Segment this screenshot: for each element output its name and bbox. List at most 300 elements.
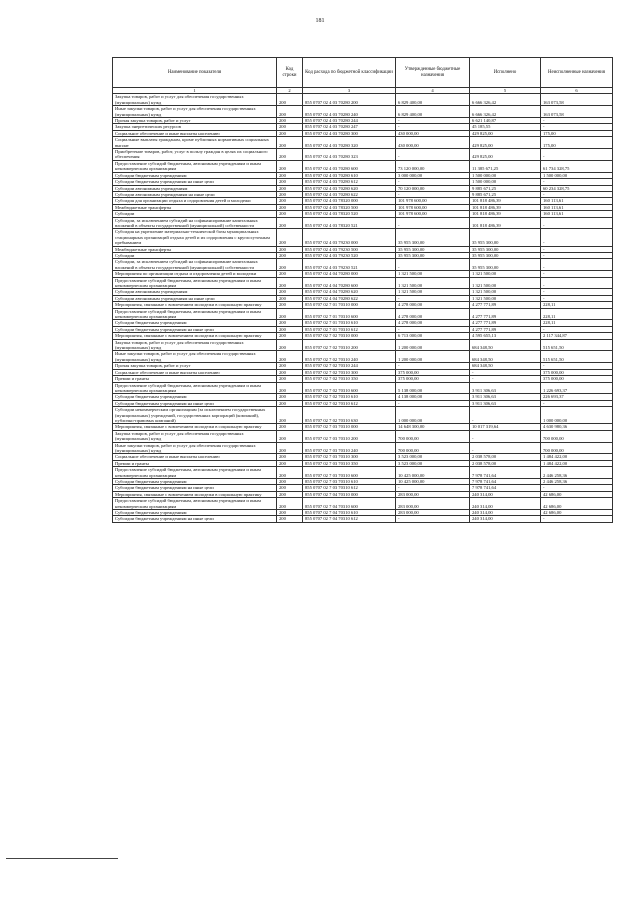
unexecuted-amount-cell: -: [541, 229, 613, 246]
line-code-cell: 200: [277, 191, 303, 197]
line-code-cell: 200: [277, 277, 303, 289]
approved-amount-cell: -: [396, 217, 470, 229]
approved-amount-cell: 101 978 600,00: [396, 198, 470, 204]
indicator-name-cell: Субсидии бюджетным учреждениям: [113, 510, 277, 516]
line-code-cell: 200: [277, 246, 303, 252]
line-code-cell: 200: [277, 252, 303, 258]
executed-amount-cell: 684 348,50: [470, 351, 541, 363]
approved-amount-cell: -: [396, 485, 470, 491]
indicator-name-cell: Прочая закупка товаров, работ и услуг: [113, 363, 277, 369]
approved-amount-cell: 4 278 000,00: [396, 302, 470, 308]
line-code-cell: 200: [277, 130, 303, 136]
budget-code-cell: 855 0707 02 7 03 70310 600: [303, 467, 396, 479]
budget-code-cell: 855 0707 02 4 04 70280 600: [303, 277, 396, 289]
budget-code-cell: 855 0707 02 4 03 78320 520: [303, 211, 396, 217]
unexecuted-amount-cell: -: [541, 246, 613, 252]
line-code-cell: 200: [277, 510, 303, 516]
line-code-cell: 200: [277, 198, 303, 204]
budget-code-cell: 855 0707 02 7 03 70310 000: [303, 424, 396, 430]
header-line-code: Код строки: [277, 58, 303, 88]
line-code-cell: 200: [277, 271, 303, 277]
budget-code-cell: 855 0707 02 7 03 70310 240: [303, 442, 396, 454]
executed-amount-cell: 101 818 486,39: [470, 217, 541, 229]
executed-amount-cell: 35 955 300,00: [470, 229, 541, 246]
line-code-cell: 200: [277, 407, 303, 424]
executed-amount-cell: 6 666 326,42: [470, 106, 541, 118]
unexecuted-amount-cell: -: [541, 259, 613, 271]
unexecuted-amount-cell: 228,11: [541, 302, 613, 308]
indicator-name-cell: Иные закупки товаров, работ и услуг для обеспечения государственных (муниципальных) нужд: [113, 106, 277, 118]
approved-amount-cell: 283 000,00: [396, 491, 470, 497]
executed-amount-cell: 1 321 500,00: [470, 271, 541, 277]
budget-code-cell: 855 0707 02 4 03 70280 620: [303, 185, 396, 191]
budget-code-cell: 855 0707 02 7 02 70310 612: [303, 400, 396, 406]
approved-amount-cell: 4 278 000,00: [396, 308, 470, 320]
unexecuted-amount-cell: 228,11: [541, 320, 613, 326]
unexecuted-amount-cell: -: [541, 118, 613, 124]
unexecuted-amount-cell: 228,11: [541, 308, 613, 320]
unexecuted-amount-cell: 226 693,37: [541, 394, 613, 400]
indicator-name-cell: Премии и гранты: [113, 376, 277, 382]
budget-code-cell: 855 0707 02 7 04 70310 600: [303, 498, 396, 510]
executed-amount-cell: 4 277 771,89: [470, 308, 541, 320]
indicator-name-cell: Предоставление субсидий бюджетным, автономным учреждениям и иным некоммерческим организациям: [113, 382, 277, 394]
indicator-name-cell: Субсидии: [113, 211, 277, 217]
unexecuted-amount-cell: 175,00: [541, 130, 613, 136]
indicator-name-cell: Мероприятия по организации отдыха и оздоровления детей и молодежи: [113, 271, 277, 277]
approved-amount-cell: 4 278 000,00: [396, 320, 470, 326]
indicator-name-cell: Субсидия на укрепление материально-технической базы муниципальных стационарных организаций отдыха детей и их оздоровления с круглосуточным пребыванием: [113, 229, 277, 246]
budget-code-cell: 855 0707 02 7 02 70310 200: [303, 339, 396, 351]
indicator-name-cell: Субсидии некоммерческим организациям (за исключением государственных (муниципальных) учреждений, государственных корпораций (компаний), публично-правовых компаний): [113, 407, 277, 424]
executed-amount-cell: 9 885 671,25: [470, 191, 541, 197]
executed-amount-cell: 2 038 578,00: [470, 454, 541, 460]
column-number: 5: [470, 88, 541, 94]
indicator-name-cell: Социальное обеспечение и иные выплаты населению: [113, 454, 277, 460]
indicator-name-cell: Приобретение товаров, работ, услуг в пользу граждан в целях их социального обеспечения: [113, 149, 277, 161]
approved-amount-cell: 283 000,00: [396, 498, 470, 510]
executed-amount-cell: 240 314,00: [470, 516, 541, 522]
approved-amount-cell: 101 978 600,00: [396, 211, 470, 217]
indicator-name-cell: Закупка товаров, работ и услуг для обеспечения государственных (муниципальных) нужд: [113, 94, 277, 106]
indicator-name-cell: Иные закупки товаров, работ и услуг для обеспечения государственных (муниципальных) нужд: [113, 442, 277, 454]
indicator-name-cell: Мероприятия, связанные с вовлечением молодежи в социальную практику: [113, 302, 277, 308]
executed-amount-cell: 4 277 771,89: [470, 320, 541, 326]
table-row: [113, 149, 613, 161]
approved-amount-cell: 10 425 000,00: [396, 467, 470, 479]
approved-amount-cell: -: [396, 326, 470, 332]
line-code-cell: 200: [277, 179, 303, 185]
line-code-cell: 200: [277, 308, 303, 320]
approved-amount-cell: -: [396, 400, 470, 406]
indicator-name-cell: Субсидии автономным учреждениям на иные цели: [113, 191, 277, 197]
approved-amount-cell: 700 000,00: [396, 430, 470, 442]
indicator-name-cell: Субсидии бюджетным учреждениям: [113, 172, 277, 178]
unexecuted-amount-cell: -: [541, 217, 613, 229]
line-code-cell: 200: [277, 185, 303, 191]
indicator-name-cell: Мероприятия, связанные с вовлечением молодежи в социальную практику: [113, 424, 277, 430]
unexecuted-amount-cell: 2 446 258,36: [541, 467, 613, 479]
executed-amount-cell: 35 955 300,00: [470, 246, 541, 252]
header-budget-code: Код расхода по бюджетной классификации: [303, 58, 396, 88]
approved-amount-cell: 1 321 500,00: [396, 271, 470, 277]
budget-code-cell: 855 0707 02 4 03 70280 240: [303, 106, 396, 118]
unexecuted-amount-cell: 160 113,61: [541, 198, 613, 204]
executed-amount-cell: 7 978 741,64: [470, 485, 541, 491]
table-row: [113, 339, 613, 351]
indicator-name-cell: Мероприятия, связанные с вовлечением молодежи в социальную практику: [113, 491, 277, 497]
unexecuted-amount-cell: -: [541, 485, 613, 491]
budget-code-cell: 855 0707 02 4 03 70280 300: [303, 130, 396, 136]
executed-amount-cell: 10 017 319,64: [470, 424, 541, 430]
approved-amount-cell: 1 000 000,00: [396, 407, 470, 424]
budget-code-cell: 855 0707 02 7 02 70310 350: [303, 376, 396, 382]
executed-amount-cell: 101 818 486,39: [470, 204, 541, 210]
budget-code-cell: 855 0707 02 4 04 70280 620: [303, 289, 396, 295]
line-code-cell: 200: [277, 295, 303, 301]
unexecuted-amount-cell: 700 000,00: [541, 430, 613, 442]
indicator-name-cell: Закупка товаров, работ и услуг для обеспечения государственных (муниципальных) нужд: [113, 339, 277, 351]
unexecuted-amount-cell: -: [541, 516, 613, 522]
approved-amount-cell: 35 955 300,00: [396, 229, 470, 246]
budget-execution-table: [112, 57, 613, 523]
indicator-name-cell: Предоставление субсидий бюджетным, автономным учреждениям и иным некоммерческим организациям: [113, 277, 277, 289]
budget-code-cell: 855 0707 02 4 03 79230 500: [303, 246, 396, 252]
column-number: 3: [303, 88, 396, 94]
approved-amount-cell: 375 000,00: [396, 369, 470, 375]
table-row: [113, 498, 613, 510]
unexecuted-amount-cell: 1 500 000,00: [541, 172, 613, 178]
approved-amount-cell: 1 200 000,00: [396, 339, 470, 351]
budget-code-cell: 855 0707 02 7 01 70310 610: [303, 320, 396, 326]
budget-code-cell: 855 0707 02 4 03 79230 521: [303, 259, 396, 271]
line-code-cell: 200: [277, 118, 303, 124]
budget-code-cell: 855 0707 02 7 01 70310 000: [303, 302, 396, 308]
budget-code-cell: 855 0707 02 4 03 78320 500: [303, 204, 396, 210]
approved-amount-cell: 430 000,00: [396, 137, 470, 149]
budget-code-cell: 855 0707 02 4 03 70280 244: [303, 118, 396, 124]
budget-code-cell: 855 0707 02 7 02 70310 300: [303, 369, 396, 375]
budget-code-cell: 855 0707 02 7 01 70310 612: [303, 326, 396, 332]
unexecuted-amount-cell: 700 000,00: [541, 442, 613, 454]
table-row: [113, 160, 613, 172]
line-code-cell: 200: [277, 424, 303, 430]
header-indicator-name: Наименование показателя: [113, 58, 277, 88]
table-row: [113, 407, 613, 424]
line-code-cell: 200: [277, 229, 303, 246]
footer-rule: [6, 858, 118, 859]
executed-amount-cell: 101 818 486,39: [470, 198, 541, 204]
executed-amount-cell: 3 911 306,63: [470, 394, 541, 400]
executed-amount-cell: -: [470, 430, 541, 442]
line-code-cell: 200: [277, 498, 303, 510]
approved-amount-cell: 430 000,00: [396, 130, 470, 136]
approved-amount-cell: 1 321 500,00: [396, 289, 470, 295]
header-approved: Утвержденные бюджетные назначения: [396, 58, 470, 88]
executed-amount-cell: -: [470, 407, 541, 424]
indicator-name-cell: Субсидии бюджетным учреждениям: [113, 394, 277, 400]
indicator-name-cell: Предоставление субсидий бюджетным, автономным учреждениям и иным некоммерческим организациям: [113, 498, 277, 510]
executed-amount-cell: 35 955 300,00: [470, 259, 541, 271]
executed-amount-cell: 4 277 771,89: [470, 302, 541, 308]
table-row: [113, 137, 613, 149]
budget-code-cell: 855 0707 02 7 02 70310 240: [303, 351, 396, 363]
budget-code-cell: 855 0707 02 4 04 70280 000: [303, 271, 396, 277]
table-row: [113, 442, 613, 454]
approved-amount-cell: 73 120 000,00: [396, 160, 470, 172]
line-code-cell: 200: [277, 124, 303, 130]
line-code-cell: 200: [277, 394, 303, 400]
table-row: [113, 229, 613, 246]
executed-amount-cell: 11 385 671,25: [470, 160, 541, 172]
line-code-cell: 200: [277, 211, 303, 217]
budget-code-cell: 855 0707 02 4 03 70280 622: [303, 191, 396, 197]
executed-amount-cell: 35 955 300,00: [470, 252, 541, 258]
unexecuted-amount-cell: -: [541, 295, 613, 301]
budget-code-cell: 855 0707 02 7 02 70310 600: [303, 382, 396, 394]
executed-amount-cell: 1 321 500,00: [470, 277, 541, 289]
unexecuted-amount-cell: -: [541, 363, 613, 369]
budget-code-cell: 855 0707 02 7 04 70310 612: [303, 516, 396, 522]
executed-amount-cell: 6 666 326,42: [470, 94, 541, 106]
indicator-name-cell: Субсидии: [113, 252, 277, 258]
executed-amount-cell: 3 911 306,63: [470, 382, 541, 394]
unexecuted-amount-cell: 42 686,00: [541, 498, 613, 510]
executed-amount-cell: 45 185,55: [470, 124, 541, 130]
approved-amount-cell: 35 955 300,00: [396, 252, 470, 258]
indicator-name-cell: Социальное обеспечение и иные выплаты населению: [113, 130, 277, 136]
budget-code-cell: 855 0707 02 4 03 78320 000: [303, 198, 396, 204]
indicator-name-cell: Межбюджетные трансферты: [113, 204, 277, 210]
indicator-name-cell: Предоставление субсидий бюджетным, автономным учреждениям и иным некоммерческим организациям: [113, 160, 277, 172]
unexecuted-amount-cell: 175,00: [541, 137, 613, 149]
approved-amount-cell: -: [396, 124, 470, 130]
table-row: [113, 516, 613, 522]
approved-amount-cell: 14 648 300,00: [396, 424, 470, 430]
executed-amount-cell: 4 277 771,89: [470, 326, 541, 332]
unexecuted-amount-cell: -: [541, 289, 613, 295]
approved-amount-cell: -: [396, 149, 470, 161]
line-code-cell: 200: [277, 454, 303, 460]
indicator-name-cell: Социальное обеспечение и иные выплаты населению: [113, 369, 277, 375]
unexecuted-amount-cell: -: [541, 326, 613, 332]
budget-code-cell: 855 0707 02 7 03 70310 300: [303, 454, 396, 460]
indicator-name-cell: Субсидии автономным учреждениям: [113, 289, 277, 295]
approved-amount-cell: 375 000,00: [396, 376, 470, 382]
approved-amount-cell: 1 200 000,00: [396, 351, 470, 363]
executed-amount-cell: 684 348,50: [470, 363, 541, 369]
unexecuted-amount-cell: 515 651,50: [541, 339, 613, 351]
unexecuted-amount-cell: 163 073,58: [541, 106, 613, 118]
budget-code-cell: 855 0707 02 7 02 70310 000: [303, 333, 396, 339]
table-row: [113, 106, 613, 118]
line-code-cell: 200: [277, 106, 303, 118]
approved-amount-cell: 6 829 400,00: [396, 94, 470, 106]
unexecuted-amount-cell: 2 446 258,36: [541, 479, 613, 485]
executed-amount-cell: 684 348,50: [470, 339, 541, 351]
line-code-cell: 200: [277, 160, 303, 172]
executed-amount-cell: 3 911 306,63: [470, 400, 541, 406]
line-code-cell: 200: [277, 302, 303, 308]
approved-amount-cell: 3 000 000,00: [396, 172, 470, 178]
executed-amount-cell: 7 978 741,64: [470, 467, 541, 479]
line-code-cell: 200: [277, 259, 303, 271]
header-unexecuted: Неисполненные назначения: [541, 58, 613, 88]
executed-amount-cell: 429 825,00: [470, 137, 541, 149]
executed-amount-cell: 2 038 578,00: [470, 460, 541, 466]
unexecuted-amount-cell: -: [541, 191, 613, 197]
executed-amount-cell: 6 621 140,87: [470, 118, 541, 124]
executed-amount-cell: 101 818 486,39: [470, 211, 541, 217]
executed-amount-cell: 1 500 000,00: [470, 172, 541, 178]
indicator-name-cell: Субсидии автономным учреждениям: [113, 185, 277, 191]
indicator-name-cell: Субсидии бюджетным учреждениям на иные цели: [113, 516, 277, 522]
budget-code-cell: 855 0707 02 7 03 70310 612: [303, 485, 396, 491]
unexecuted-amount-cell: 1 484 422,00: [541, 454, 613, 460]
budget-code-cell: 855 0707 02 7 03 70310 200: [303, 430, 396, 442]
unexecuted-amount-cell: 42 686,00: [541, 510, 613, 516]
unexecuted-amount-cell: -: [541, 149, 613, 161]
indicator-name-cell: Закупка товаров, работ и услуг для обеспечения государственных (муниципальных) нужд: [113, 430, 277, 442]
approved-amount-cell: -: [396, 363, 470, 369]
unexecuted-amount-cell: 61 734 328,75: [541, 160, 613, 172]
line-code-cell: 200: [277, 333, 303, 339]
approved-amount-cell: 1 321 500,00: [396, 277, 470, 289]
line-code-cell: 200: [277, 326, 303, 332]
indicator-name-cell: Прочая закупка товаров, работ и услуг: [113, 118, 277, 124]
indicator-name-cell: Субсидии бюджетным учреждениям: [113, 320, 277, 326]
approved-amount-cell: -: [396, 516, 470, 522]
approved-amount-cell: 70 120 000,00: [396, 185, 470, 191]
line-code-cell: 200: [277, 289, 303, 295]
indicator-name-cell: Субсидии бюджетным учреждениям на иные цели: [113, 400, 277, 406]
approved-amount-cell: 6 713 000,00: [396, 333, 470, 339]
executed-amount-cell: 1 321 500,00: [470, 289, 541, 295]
executed-amount-cell: 429 825,00: [470, 149, 541, 161]
table-row: [113, 259, 613, 271]
budget-code-cell: 855 0707 02 7 02 70310 630: [303, 407, 396, 424]
unexecuted-amount-cell: 1 000 000,00: [541, 407, 613, 424]
indicator-name-cell: Иные закупки товаров, работ и услуг для обеспечения государственных (муниципальных) нужд: [113, 351, 277, 363]
line-code-cell: 200: [277, 491, 303, 497]
budget-code-cell: 855 0707 02 4 03 79230 000: [303, 229, 396, 246]
line-code-cell: 200: [277, 516, 303, 522]
approved-amount-cell: -: [396, 191, 470, 197]
approved-amount-cell: -: [396, 179, 470, 185]
executed-amount-cell: 4 595 655,13: [470, 333, 541, 339]
line-code-cell: 200: [277, 351, 303, 363]
page-number: 181: [315, 18, 325, 24]
line-code-cell: 200: [277, 217, 303, 229]
unexecuted-amount-cell: 2 117 344,87: [541, 333, 613, 339]
line-code-cell: 200: [277, 339, 303, 351]
approved-amount-cell: 101 978 600,00: [396, 204, 470, 210]
unexecuted-amount-cell: 515 651,50: [541, 351, 613, 363]
unexecuted-amount-cell: -: [541, 124, 613, 130]
budget-code-cell: 855 0707 02 7 02 70310 610: [303, 394, 396, 400]
budget-code-cell: 855 0707 02 7 03 70310 350: [303, 460, 396, 466]
indicator-name-cell: Премии и гранты: [113, 460, 277, 466]
line-code-cell: 200: [277, 382, 303, 394]
executed-amount-cell: -: [470, 369, 541, 375]
budget-code-cell: 855 0707 02 4 03 78320 521: [303, 217, 396, 229]
indicator-name-cell: Субсидии автономным учреждениям на иные цели: [113, 295, 277, 301]
unexecuted-amount-cell: -: [541, 277, 613, 289]
table-row: [113, 94, 613, 106]
line-code-cell: 200: [277, 320, 303, 326]
indicator-name-cell: Мероприятия, связанные с вовлечением молодежи в социальную практику: [113, 333, 277, 339]
unexecuted-amount-cell: -: [541, 252, 613, 258]
unexecuted-amount-cell: 1 226 693,37: [541, 382, 613, 394]
indicator-name-cell: Межбюджетные трансферты: [113, 246, 277, 252]
budget-code-cell: 855 0707 02 7 01 70310 600: [303, 308, 396, 320]
budget-code-cell: 855 0707 02 7 04 70310 000: [303, 491, 396, 497]
budget-code-cell: 855 0707 02 4 03 79230 520: [303, 252, 396, 258]
approved-amount-cell: 283 000,00: [396, 510, 470, 516]
indicator-name-cell: Субсидии, за исключением субсидий на софинансирование капитальных вложений в объекты государственной (муниципальной) собственности: [113, 217, 277, 229]
line-code-cell: 200: [277, 204, 303, 210]
unexecuted-amount-cell: 163 073,58: [541, 94, 613, 106]
indicator-name-cell: Субсидии бюджетным учреждениям: [113, 479, 277, 485]
indicator-name-cell: Социальные выплаты гражданам, кроме публичных нормативных социальных выплат: [113, 137, 277, 149]
unexecuted-amount-cell: 375 000,00: [541, 376, 613, 382]
line-code-cell: 200: [277, 467, 303, 479]
approved-amount-cell: 3 523 000,00: [396, 460, 470, 466]
budget-code-cell: 855 0707 02 4 03 70280 247: [303, 124, 396, 130]
executed-amount-cell: 240 314,00: [470, 498, 541, 510]
line-code-cell: 200: [277, 485, 303, 491]
executed-amount-cell: -: [470, 376, 541, 382]
column-number: 1: [113, 88, 277, 94]
indicator-name-cell: Субсидии, за исключением субсидий на софинансирование капитальных вложений в объекты государственной (муниципальной) собственности: [113, 259, 277, 271]
executed-amount-cell: 7 978 741,64: [470, 479, 541, 485]
line-code-cell: 200: [277, 430, 303, 442]
line-code-cell: 200: [277, 149, 303, 161]
line-code-cell: 200: [277, 442, 303, 454]
executed-amount-cell: 9 885 671,25: [470, 185, 541, 191]
line-code-cell: 200: [277, 376, 303, 382]
indicator-name-cell: Субсидии бюджетным учреждениям на иные цели: [113, 485, 277, 491]
executed-amount-cell: 240 314,00: [470, 491, 541, 497]
table-row: [113, 308, 613, 320]
budget-code-cell: 855 0707 02 4 04 70280 622: [303, 295, 396, 301]
indicator-name-cell: Закупка энергетических ресурсов: [113, 124, 277, 130]
budget-code-cell: 855 0707 02 4 03 70280 610: [303, 172, 396, 178]
budget-code-cell: 855 0707 02 4 03 70280 323: [303, 149, 396, 161]
column-number: 6: [541, 88, 613, 94]
line-code-cell: 200: [277, 400, 303, 406]
unexecuted-amount-cell: 160 113,61: [541, 204, 613, 210]
unexecuted-amount-cell: 42 686,00: [541, 491, 613, 497]
column-number: 4: [396, 88, 470, 94]
unexecuted-amount-cell: -: [541, 271, 613, 277]
header-executed: Исполнено: [470, 58, 541, 88]
budget-code-cell: 855 0707 02 7 02 70310 244: [303, 363, 396, 369]
executed-amount-cell: 429 825,00: [470, 130, 541, 136]
line-code-cell: 200: [277, 479, 303, 485]
table-row: [113, 217, 613, 229]
budget-code-cell: 855 0707 02 7 03 70310 610: [303, 479, 396, 485]
line-code-cell: 200: [277, 172, 303, 178]
approved-amount-cell: -: [396, 118, 470, 124]
executed-amount-cell: 1 321 500,00: [470, 295, 541, 301]
unexecuted-amount-cell: 60 234 328,75: [541, 185, 613, 191]
approved-amount-cell: -: [396, 259, 470, 271]
table-row: [113, 277, 613, 289]
indicator-name-cell: Субсидии бюджетным учреждениям на иные цели: [113, 326, 277, 332]
table-header-row: [113, 58, 613, 88]
unexecuted-amount-cell: 375 000,00: [541, 369, 613, 375]
